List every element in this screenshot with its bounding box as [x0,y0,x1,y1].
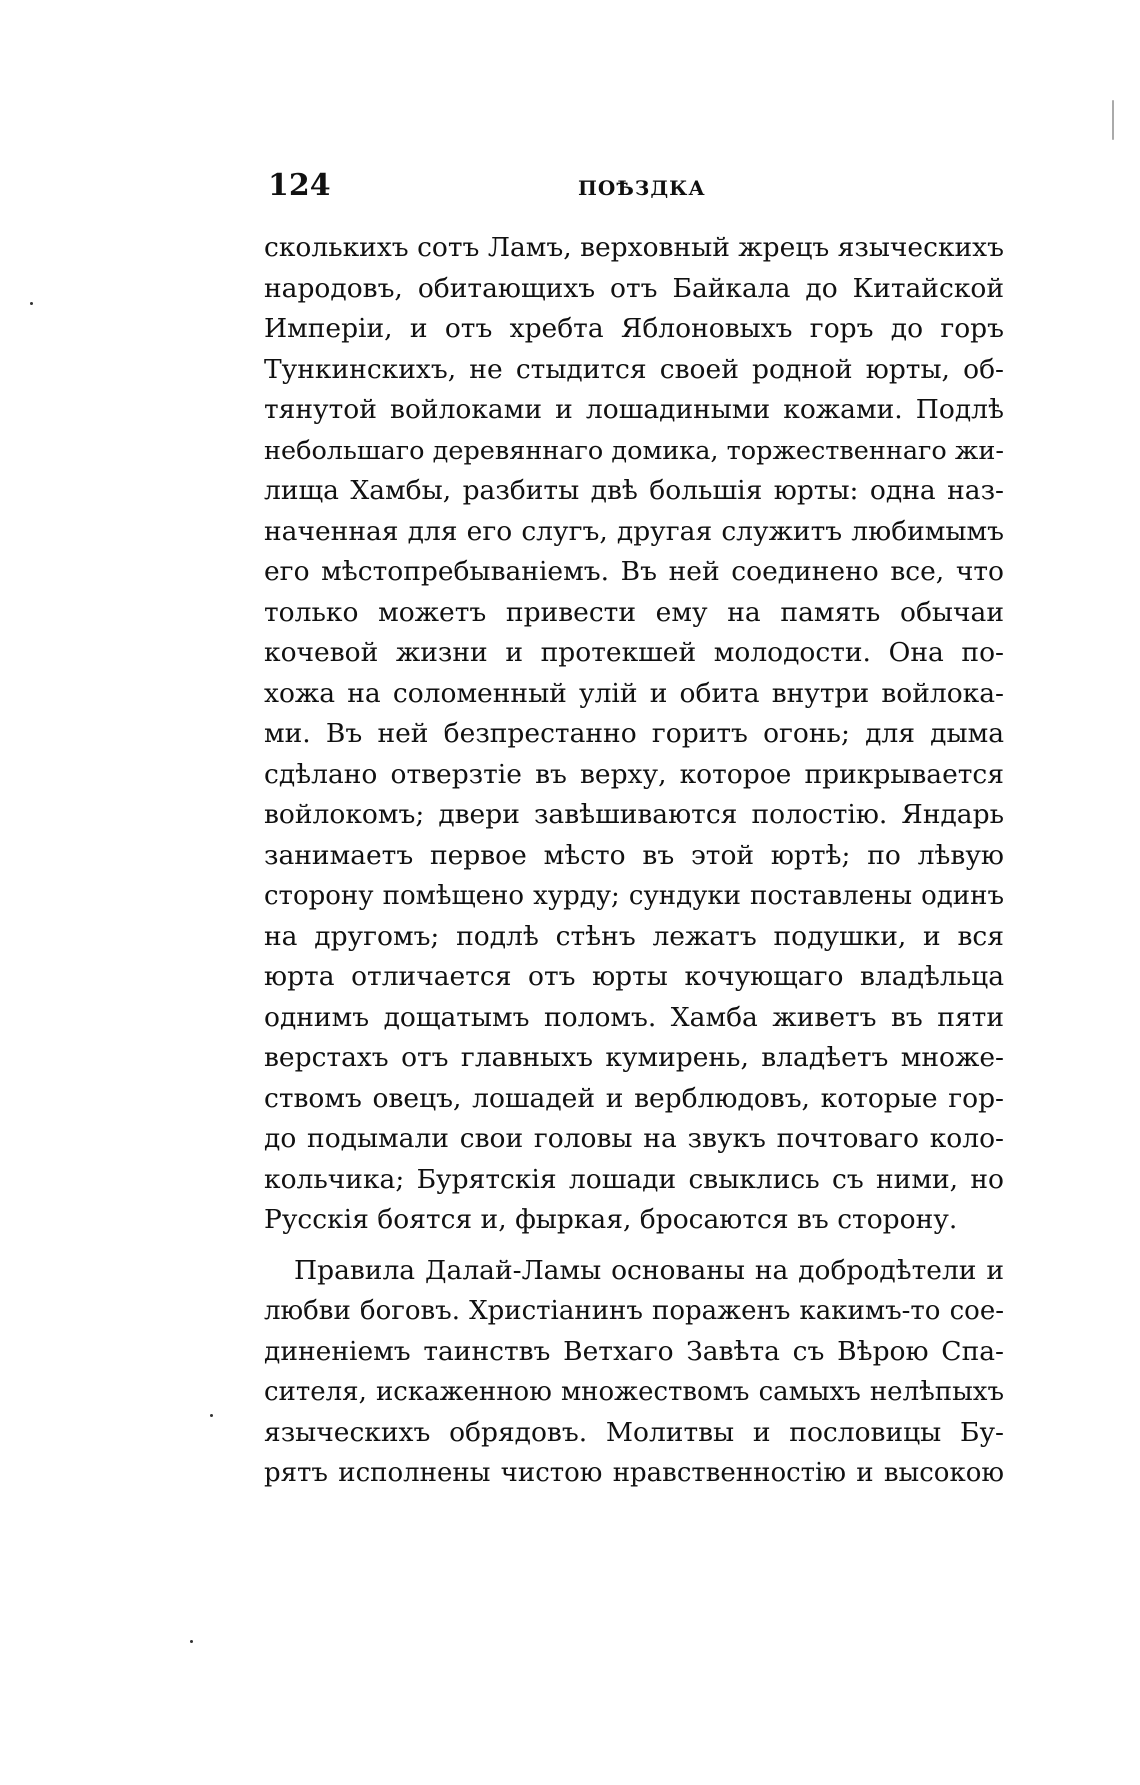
body-text [264,228,1004,1494]
scan-speck [210,1414,213,1417]
text-line: языческихъ обрядовъ. Молитвы и пословицы Бу- [264,1416,1004,1448]
text-line: до подымали свои головы на звукъ почтоваго коло- [264,1123,1004,1154]
text-line: сторону помѣщено хурду; сундуки поставлены одинъ [264,881,1004,911]
running-head [268,168,1004,208]
text-line: любви боговъ. Христіанинъ пораженъ какимъ-то сое- [264,1296,1004,1326]
text-line: юрта отличается отъ юрты кочующаго владѣльца [264,961,1004,992]
page-number: 124 [268,168,331,203]
scan-speck [190,1640,193,1643]
text-line: войлокомъ; двери завѣшиваются полостію. Яндарь [264,799,1004,830]
text-line: кольчика; Бурятскія лошади свыклись съ ними, но [264,1163,1004,1195]
text-line: его мѣстопребываніемъ. Въ ней соединено все, что [264,556,1004,587]
scan-speck [1112,100,1114,140]
paragraph-gap [264,1241,1004,1251]
paragraph-2 [264,1251,1004,1494]
text-line: лища Хамбы, разбиты двѣ большія юрты: одна наз- [264,475,1004,506]
text-line: небольшаго деревяннаго домика, торжественнаго жи- [264,435,1004,466]
text-line: рятъ исполнены чистою нравственностію и высокою [264,1458,1004,1488]
text-line: сдѣлано отверзтіе въ верху, которое прикрывается [264,758,1004,790]
text-line: кочевой жизни и протекшей молодости. Она по- [264,637,1004,668]
text-line: тянутой войлоками и лошадиными кожами. Подлѣ [264,394,1004,425]
text-line: Правила Далай-Ламы основаны на добродѣтели и [294,1254,1004,1286]
scan-speck [30,302,33,305]
text-line: народовъ, обитающихъ отъ Байкала до Китайской [264,272,1004,304]
text-line: Русскія боятся и, фыркая, бросаются въ сторону. [264,1204,958,1235]
text-line: ствомъ овецъ, лошадей и верблюдовъ, которые гор- [264,1082,1004,1114]
text-line: Имперіи, и отъ хребта Яблоновыхъ горъ до горъ [264,313,1004,344]
text-line: сителя, искаженною множествомъ самыхъ нелѣпыхъ [264,1377,1004,1407]
text-line: занимаетъ первое мѣсто въ этой юртѣ; по лѣвую [264,839,1004,871]
text-line: однимъ дощатымъ поломъ. Хамба живетъ въ пяти [264,1001,1004,1033]
text-line: ми. Въ ней безпрестанно горитъ огонь; для дыма [264,718,1004,749]
text-line: наченная для его слугъ, другая служитъ любимымъ [264,515,1004,547]
text-line: на другомъ; подлѣ стѣнъ лежатъ подушки, и вся [264,920,1004,952]
text-line: только можетъ привести ему на память обычаи [264,596,1004,628]
text-line: верстахъ отъ главныхъ кумирень, владѣетъ множе- [264,1042,1004,1073]
text-line: диненіемъ таинствъ Ветхаго Завѣта съ Вѣрою Спа- [264,1335,1004,1367]
paragraph-1 [264,228,1004,1241]
text-line: Тункинскихъ, не стыдится своей родной юрты, об- [264,353,1004,385]
text-line: сколькихъ сотъ Ламъ, верховный жрецъ языческихъ [264,232,1004,263]
running-title: ПОѢЗДКА [578,176,706,200]
text-line: хожа на соломенный улій и обита внутри войлока- [264,677,1004,709]
